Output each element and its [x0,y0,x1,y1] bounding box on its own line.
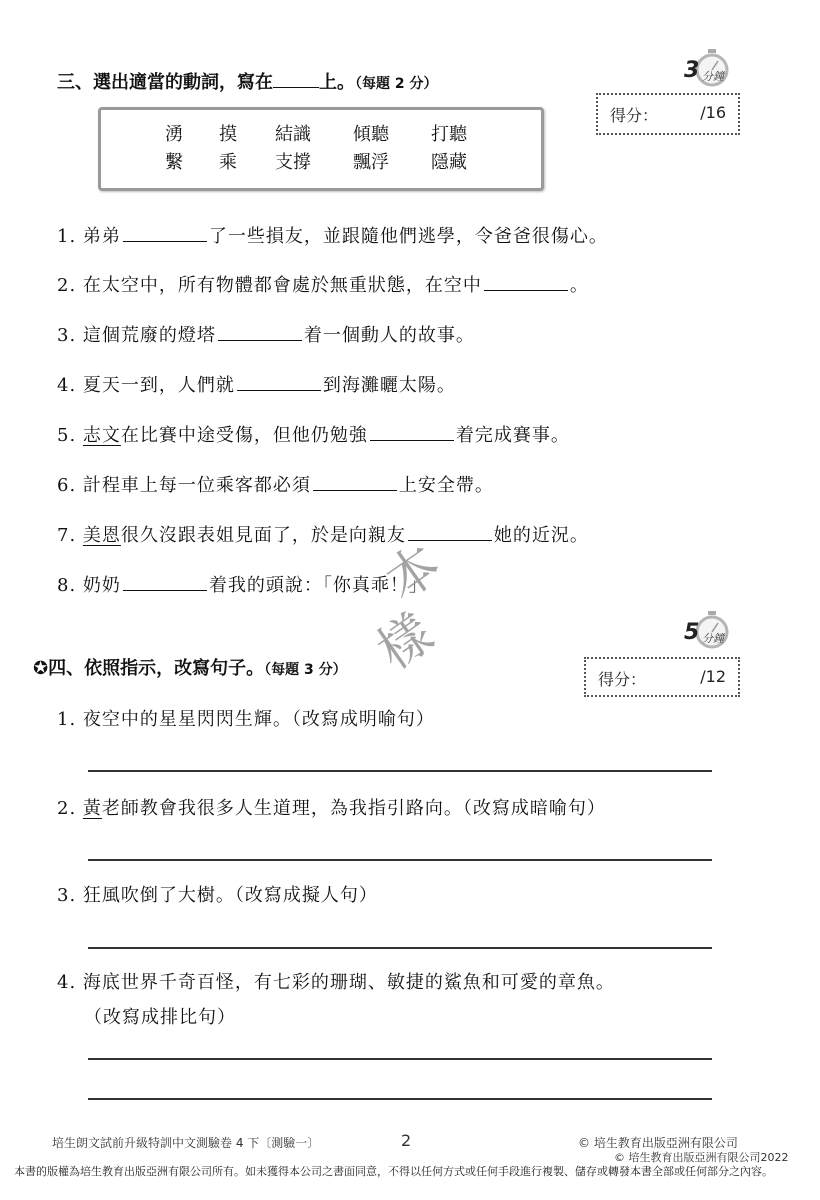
proper-name: 黃 [82,798,102,819]
answer-line[interactable] [88,859,712,861]
proper-name: 美恩 [82,525,121,546]
question-text: 着我的頭說：「你真乖！」 [208,575,428,596]
question-number: 6. [57,475,77,496]
title-blank [273,73,319,88]
word-bank-row-1 [165,120,491,146]
rewrite-question-2 [57,794,606,820]
word-bank-item: 湧 [165,124,183,145]
question-text: 在比賽中途受傷，但他仍勉強 [120,425,368,446]
question-number: 3. [57,885,77,906]
answer-line[interactable] [88,1058,712,1060]
proper-name: 志文 [82,425,121,446]
answer-blank[interactable] [370,422,454,441]
question-text: （改寫成排比句） [84,1007,236,1028]
footer-publisher: © 培生教育出版亞洲有限公司 [578,1136,738,1150]
word-bank-item: 飄浮 [353,152,389,173]
section4-points: （每題 3 分） [264,662,347,678]
word-bank-row-2 [165,148,491,174]
question-text: 到海灘曬太陽。 [322,375,456,396]
section4-title-text: 四、依照指示，改寫句子。 [48,658,265,679]
question-text: 計程車上每一位乘客都必須 [82,475,311,496]
question-number: 1. [57,226,77,247]
score-label: 得分： [610,106,659,125]
answer-blank[interactable] [218,322,302,341]
answer-line[interactable] [88,770,712,772]
score-total: /12 [700,667,726,686]
word-bank-item: 乘 [219,152,237,173]
watermark-char: 樣 [366,602,444,682]
score-box-section3 [596,93,740,135]
word-bank-box [98,107,544,191]
rewrite-question-1 [57,705,435,731]
question-text: 很久沒跟表姐見面了，於是向親友 [120,525,406,546]
question-text: 這個荒廢的燈塔 [82,325,216,346]
question-number: 2. [57,275,77,296]
question-number: 5. [57,425,77,446]
answer-blank[interactable] [484,272,568,291]
section3-title-suffix: 上。 [319,72,355,93]
timer-minutes: 5 [684,620,700,645]
question-text: 狂風吹倒了大樹。（改寫成擬人句） [82,885,378,906]
question-6 [57,471,494,497]
word-bank-item: 隱藏 [431,152,467,173]
question-text: 着一個動人的故事。 [303,325,475,346]
section3-title-text: 三、選出適當的動詞，寫在 [57,72,273,93]
word-bank-item: 摸 [219,124,237,145]
timer-unit: 分鐘 [702,632,724,645]
rewrite-question-4 [57,968,615,994]
question-text: 上安全帶。 [398,475,494,496]
question-4 [57,371,456,397]
question-number: 4. [57,375,77,396]
question-text: 夜空中的星星閃閃生輝。（改寫成明喻句） [82,709,435,730]
question-2 [57,271,589,297]
question-text: 夏天一到，人們就 [82,375,235,396]
answer-blank[interactable] [237,372,321,391]
question-5 [57,421,570,447]
question-7 [57,521,589,547]
score-total: /16 [700,103,726,122]
question-number: 2. [57,798,77,819]
word-bank-item: 支撐 [275,152,311,173]
question-text: 海底世界千奇百怪，有七彩的珊瑚、敏捷的鯊魚和可愛的章魚。 [82,972,615,993]
question-number: 3. [57,325,77,346]
question-text: 弟弟 [82,226,121,247]
timer-5min [672,610,752,654]
word-bank-item: 傾聽 [353,124,389,145]
answer-blank[interactable] [123,223,207,242]
question-number: 4. [57,972,77,993]
score-label: 得分： [598,670,647,689]
answer-line[interactable] [88,947,712,949]
footer-book-title: 培生朗文試前升級特訓中文測驗卷 4 下〔測驗一〕 [52,1136,320,1150]
answer-line[interactable] [88,1098,712,1100]
question-number: 8. [57,575,77,596]
question-text: 老師教會我很多人生道理，為我指引路向。（改寫成暗喻句） [101,798,606,819]
footer-notice: 本書的版權為培生教育出版亞洲有限公司所有。如未獲得本公司之書面同意，不得以任何方式或任何手段進行複製、儲存或轉發本書全部或任何部分之內容。 [14,1165,773,1178]
timer-3min [672,48,752,92]
question-text: 。 [569,275,589,296]
section4-title [33,654,347,680]
page-number: 2 [401,1131,412,1150]
question-number: 7. [57,525,77,546]
timer-unit: 分鐘 [702,70,724,83]
timer-minutes: 3 [684,58,700,83]
question-text: 着完成賽事。 [455,425,570,446]
question-text: 她的近況。 [493,525,589,546]
footer-copyright-year: © 培生教育出版亞洲有限公司2022 [614,1151,789,1164]
score-box-section4 [584,657,740,697]
question-text: 了一些損友，並跟隨他們逃學，令爸爸很傷心。 [208,226,608,247]
word-bank-item: 結識 [275,124,311,145]
question-3 [57,321,475,347]
question-text: 奶奶 [82,575,121,596]
answer-blank[interactable] [313,472,397,491]
word-bank-item: 繫 [165,152,183,173]
question-text: 在太空中，所有物體都會處於無重狀態，在空中 [82,275,482,296]
answer-blank[interactable] [123,572,207,591]
section3-title [57,68,438,94]
rewrite-question-4-instruction [84,1003,236,1029]
question-1 [57,222,608,248]
rewrite-question-3 [57,881,378,907]
question-number: 1. [57,709,77,730]
section3-points: （每題 2 分） [355,76,438,92]
watermark-char: 本 [374,533,452,613]
word-bank-item: 打聽 [431,124,467,145]
challenge-star-icon: ✪ [33,658,49,679]
